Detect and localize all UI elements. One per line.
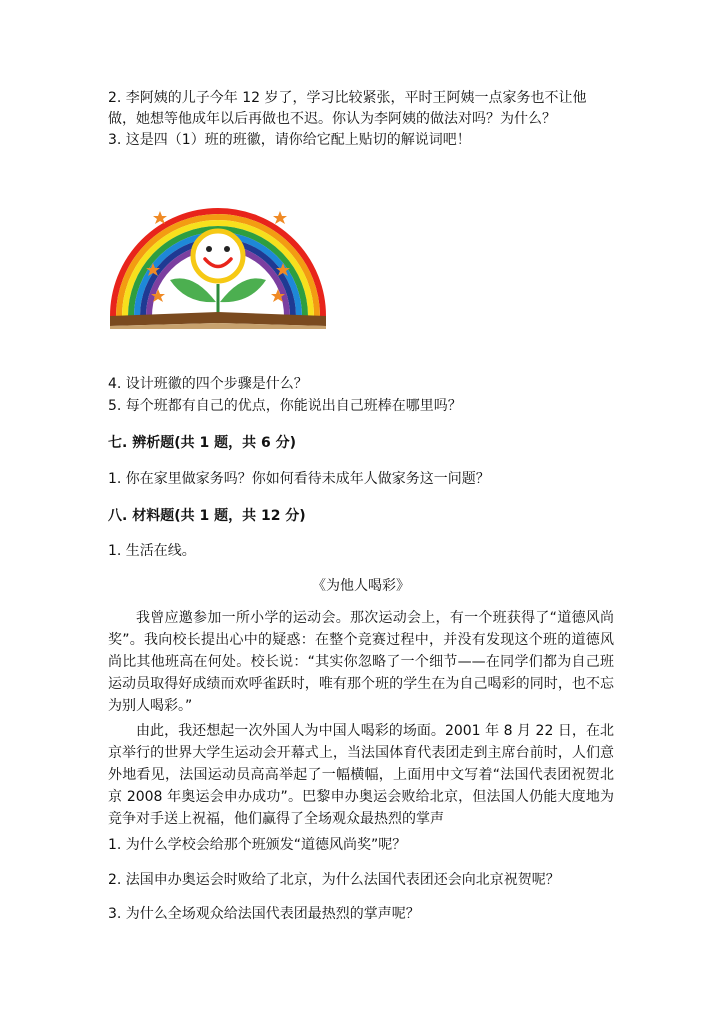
- article-title: 《为他人喝彩》: [312, 578, 410, 594]
- question-4: 4. 设计班徽的四个步骤是什么？: [108, 376, 308, 392]
- section-8-question-1: 1. 生活在线。: [108, 543, 196, 559]
- question-5: 5. 每个班都有自己的优点，你能说出自己班棒在哪里吗？: [108, 398, 462, 414]
- section-7-title: 七. 辨析题(共 1 题，共 6 分): [108, 435, 296, 451]
- sub-question-2: 2. 法国申办奥运会时败给了北京，为什么法国代表团还会向北京祝贺呢？: [108, 872, 560, 888]
- sub-question-3: 3. 为什么全场观众给法国代表团最热烈的掌声呢？: [108, 906, 420, 922]
- question-2-line-2: 做，她想等他成年以后再做也不迟。你认为李阿姨的做法对吗？为什么？: [108, 111, 556, 127]
- article-paragraph-2: 由此，我还想起一次外国人为中国人喝彩的场面。2001 年 8 月 22 日，在北京举行的世界大学生运动会开幕式上，当法国体育代表团走到主席台前时，人们意外地看见，法国运动员高高举起了一幅横幅，上面用中文写着“法国代表团祝贺北京 2008 年奥运会申办成功”。巴黎申办奥运会败给北京，但法国人仍能大度地为竞争对手送上祝福，他们赢得了全场观众最热烈的掌声: [108, 723, 614, 827]
- star-icon: [273, 211, 287, 224]
- question-3: 3. 这是四（1）班的班徽，请你给它配上贴切的解说词吧！: [108, 132, 471, 148]
- article-paragraph-1: 我曾应邀参加一所小学的运动会。那次运动会上，有一个班获得了“道德风尚奖”。我向校长提出心中的疑惑：在整个竞赛过程中，并没有发现这个班的道德风尚比其他班高在何处。校长说：“其实你忽略了一个细节——在同学们都为自己班运动员取得好成绩而欢呼雀跃时，唯有那个班的学生在为自己喝彩的同时，也不忘为别人喝彩。”: [108, 610, 614, 714]
- leaf-icon: [170, 278, 266, 314]
- sub-question-1: 1. 为什么学校会给那个班颁发“道德风尚奖”呢？: [108, 837, 407, 853]
- section-8-title: 八. 材料题(共 1 题，共 12 分): [108, 508, 306, 524]
- class-badge-image: [108, 176, 332, 334]
- question-2-line-1: 2. 李阿姨的儿子今年 12 岁了，学习比较紧张，平时王阿姨一点家务也不让他: [108, 90, 587, 106]
- smiley-face-icon: [193, 231, 243, 281]
- section-7-question-1: 1. 你在家里做家务吗？你如何看待未成年人做家务这一问题？: [108, 471, 490, 487]
